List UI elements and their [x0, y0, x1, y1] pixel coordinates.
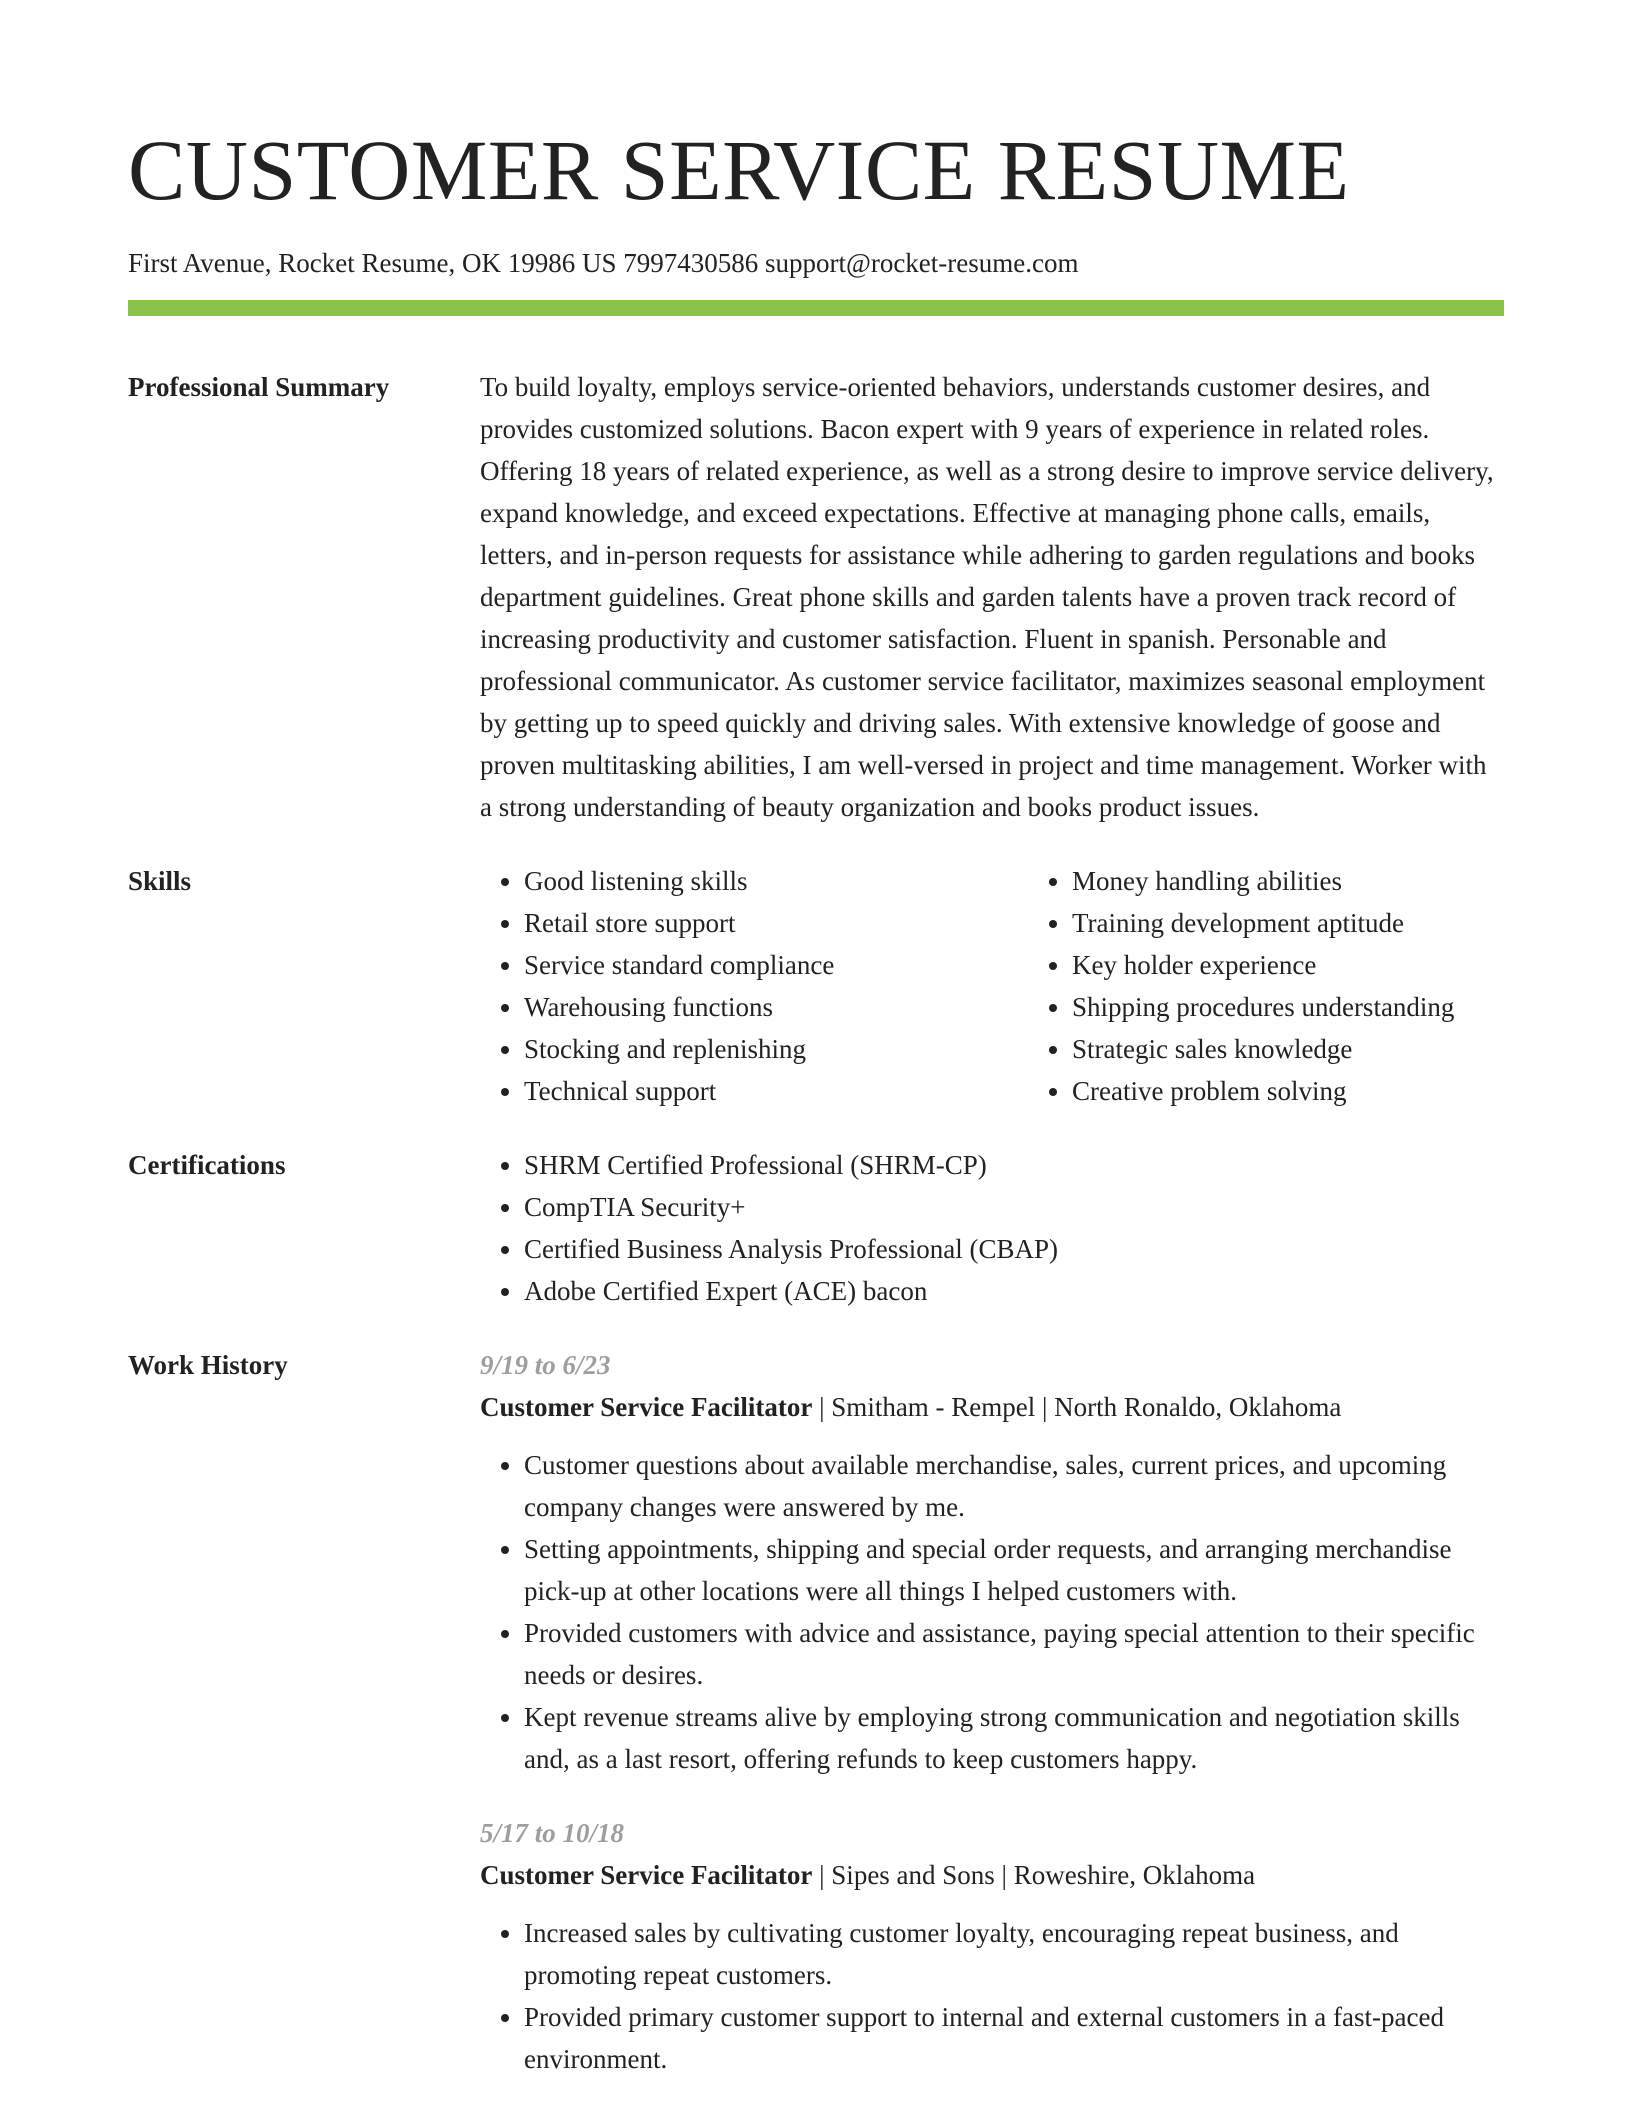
job-dates: 5/17 to 10/18	[480, 1818, 625, 1848]
work-history-section	[128, 1344, 1504, 2080]
job-details: | Sipes and Sons | Roweshire, Oklahoma	[812, 1860, 1256, 1890]
certifications-section	[128, 1144, 1504, 1312]
skills-list-right	[1028, 860, 1532, 1112]
job-details: | Smitham - Rempel | North Ronaldo, Oklahoma	[812, 1392, 1342, 1422]
job-bullet: • Kept revenue streams alive by employing strong communication and negotiation skills and, as a last resort, offering refunds to keep customers happy.	[524, 1696, 1504, 1780]
job-bullet: • Provided customers with advice and assistance, paying special attention to their specific needs or desires.	[524, 1612, 1504, 1696]
skill-item: • Shipping procedures understanding	[1072, 986, 1532, 1028]
job-dates: 9/19 to 6/23	[480, 1350, 611, 1380]
skill-item: • Technical support	[524, 1070, 1028, 1112]
summary-text: To build loyalty, employs service-oriented behaviors, understands customer desires, and provides customized solutions. Bacon expert with 9 years of experience in related roles. Offering 18 years of related experience, as well as a strong desire to improve service delivery, expand knowledge, and exceed expectations. Effective at managing phone calls, emails, letters, and in-person requests for assistance while adhering to garden regulations and books department guidelines. Great phone skills and garden talents have a proven track record of increasing productivity and customer satisfaction. Fluent in spanish. Personable and professional communicator. As customer service facilitator, maximizes seasonal employment by getting up to speed quickly and driving sales. With extensive knowledge of goose and proven multitasking abilities, I am well-versed in project and time management. Worker with a strong understanding of beauty organization and books product issues.	[480, 372, 1494, 822]
summary-section	[128, 366, 1504, 828]
certification-item: • CompTIA Security+	[524, 1186, 1504, 1228]
job-bullet: • Provided primary customer support to internal and external customers in a fast-paced environment.	[524, 1996, 1504, 2080]
job-bullet: • Increased sales by cultivating customer loyalty, encouraging repeat business, and promoting repeat customers.	[524, 1912, 1504, 1996]
skill-item: • Training development aptitude	[1072, 902, 1532, 944]
certification-item: • Adobe Certified Expert (ACE) bacon	[524, 1270, 1504, 1312]
page-title: CUSTOMER SERVICE RESUME	[128, 122, 1350, 218]
section-label-work-history: Work History	[128, 1350, 288, 1380]
skill-item: • Key holder experience	[1072, 944, 1532, 986]
skill-item: • Warehousing functions	[524, 986, 1028, 1028]
contact-line: First Avenue, Rocket Resume, OK 19986 US 7997430586 support@rocket-resume.com	[128, 248, 1079, 278]
skills-section	[128, 860, 1504, 1112]
job-heading	[480, 1854, 1504, 1896]
skill-item: • Retail store support	[524, 902, 1028, 944]
section-label-summary: Professional Summary	[128, 372, 390, 402]
skill-item: • Good listening skills	[524, 860, 1028, 902]
job-heading	[480, 1386, 1504, 1428]
job-role: Customer Service Facilitator	[480, 1392, 813, 1422]
job-bullets	[480, 1912, 1504, 2080]
resume-page	[128, 0, 1504, 2080]
skill-item: • Money handling abilities	[1072, 860, 1532, 902]
job-bullets	[480, 1444, 1504, 1780]
skills-columns	[480, 860, 1532, 1112]
job-entry	[480, 1812, 1504, 2080]
accent-divider	[128, 300, 1504, 316]
skill-item: • Stocking and replenishing	[524, 1028, 1028, 1070]
certifications-list	[480, 1144, 1504, 1312]
skill-item: • Creative problem solving	[1072, 1070, 1532, 1112]
skill-item: • Strategic sales knowledge	[1072, 1028, 1532, 1070]
job-entry	[480, 1344, 1504, 1780]
skill-item: • Service standard compliance	[524, 944, 1028, 986]
job-role: Customer Service Facilitator	[480, 1860, 813, 1890]
job-bullet: • Setting appointments, shipping and special order requests, and arranging merchandise pick-up at other locations were all things I helped customers with.	[524, 1528, 1504, 1612]
section-label-skills: Skills	[128, 866, 192, 896]
certification-item: • SHRM Certified Professional (SHRM-CP)	[524, 1144, 1504, 1186]
certification-item: • Certified Business Analysis Professional (CBAP)	[524, 1228, 1504, 1270]
skills-list-left	[480, 860, 1028, 1112]
section-label-certifications: Certifications	[128, 1150, 286, 1180]
job-bullet: • Customer questions about available merchandise, sales, current prices, and upcoming company changes were answered by me.	[524, 1444, 1504, 1528]
